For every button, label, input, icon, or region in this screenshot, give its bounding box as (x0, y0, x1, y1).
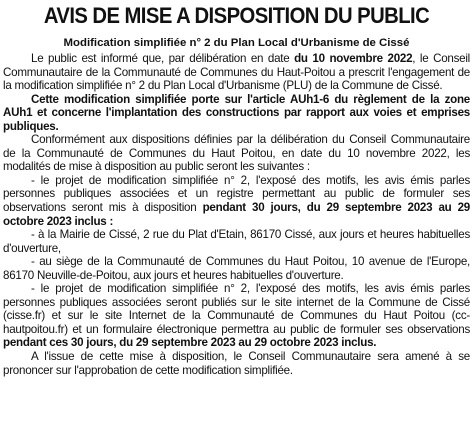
scope-text: Cette modification simplifiée porte sur l'article AUh1-6 du règlement de la zone AUh1 et concerne l'implantation des constructions par rapport aux voies et emprises publiques. (3, 92, 470, 133)
list-item-registry (3, 174, 470, 228)
notice-body (0, 52, 473, 377)
notice-title: AVIS DE MISE A DISPOSITION DU PUBLIC (43, 3, 430, 28)
online-period: pendant ces 30 jours, du 29 septembre 2023 au 29 octobre 2023 inclus. (3, 336, 377, 350)
mairie-text: - à la Mairie de Cissé, 2 rue du Plat d'Etain, 86170 Cissé, aux jours et heures habituelles d'ouverture, (3, 228, 470, 255)
paragraph-deliberation (3, 52, 470, 93)
list-item-siege (3, 255, 470, 282)
notice-subtitle: Modification simplifiée n° 2 du Plan Local d'Urbanisme de Cissé (63, 37, 410, 49)
modalities-text: Conformément aux dispositions définies par la délibération du Conseil Communautaire de la Communauté de Communes du Haut Poitou, en date du 10 novembre 2022, les modalités de mise à disposition au public seront les suivantes : (3, 133, 470, 174)
paragraph-conclusion (3, 350, 470, 377)
conclusion-text: A l'issue de cette mise à disposition, le Conseil Communautaire sera amené à se prononcer sur l'approbation de cette modification simplifiée. (3, 350, 470, 377)
paragraph-deliberation-text-c: , le Conseil Communautaire de la Communauté de Communes du Haut-Poitou a prescrit l'engagement de la modification simplifiée n° 2 du Plan Local d'Urbanisme (PLU) de la Commune de Cissé. (3, 52, 470, 93)
paragraph-scope (3, 93, 470, 134)
paragraph-deliberation-text-a: Le public est informé que, par délibération en date (31, 52, 295, 65)
deliberation-date: du 10 novembre 2022 (294, 52, 413, 65)
registry-period: pendant 30 jours, du 29 septembre 2023 au 29 octobre 2023 inclus : (3, 201, 470, 228)
siege-text: - au siège de la Communauté de Communes du Haut Poitou, 10 avenue de l'Europe, 86170 Neuville-de-Poitou, aux jours et heures habituelles d'ouverture. (3, 255, 470, 282)
online-text: - le projet de modification simplifiée n° 2, l'exposé des motifs, les avis émis parles personnes publiques associées seront publiés sur le site internet de la Commune de Cissé (cisse.fr) et sur le site Internet de la Communauté de Communes du Haut Poitou (cc-hautpoitou.fr) et un formulaire électronique permettra au public de formuler ses observations (3, 282, 470, 336)
list-item-mairie (3, 228, 470, 255)
registry-text: - le projet de modification simplifiée n° 2, l'exposé des motifs, les avis émis parles personnes publiques associées et un registre permettant au public de formuler ses observations seront mis à disposition (3, 173, 470, 215)
paragraph-modalities (3, 133, 470, 174)
list-item-online (3, 282, 470, 350)
